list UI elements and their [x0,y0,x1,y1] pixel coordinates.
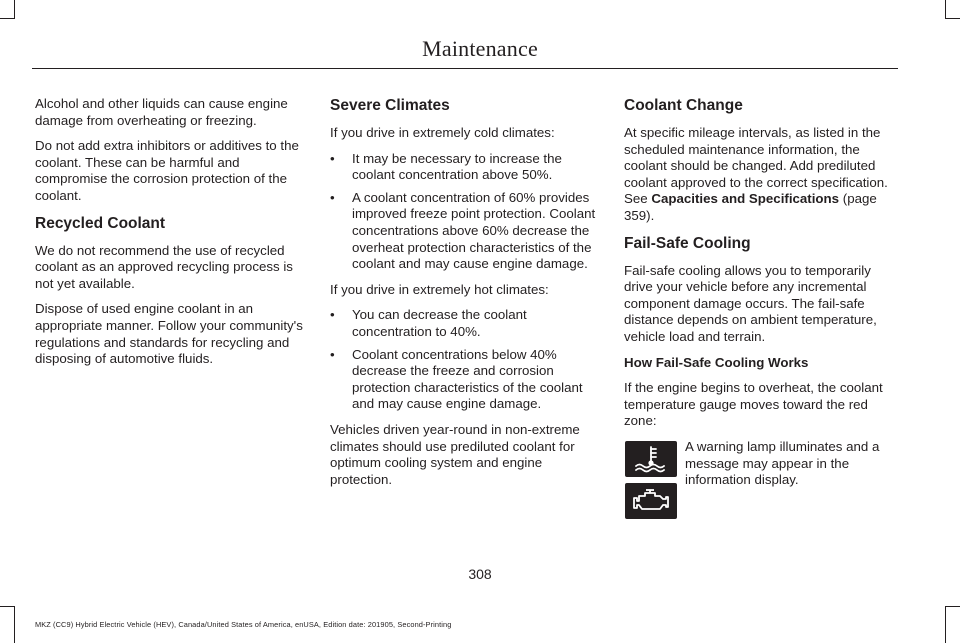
heading-coolant-change: Coolant Change [624,97,743,114]
paragraph-coolant-change [624,125,896,225]
paragraph-inhibitors: Do not add extra inhibitors or additives to the coolant. These can be harmful and compromise the corrosion protection of the coolant. [35,138,299,203]
warning-lamps-block [624,439,896,529]
cold-climates-intro: If you drive in extremely cold climates: [330,125,555,140]
hot-climates-intro: If you drive in extremely hot climates: [330,281,549,297]
list-item-text: You can decrease the coolant concentration to 40%. [352,307,527,339]
heading-fail-safe-cooling: Fail-Safe Cooling [624,234,751,252]
warning-lamp-description: A warning lamp illuminates and a message may appear in the information display. [685,438,880,488]
subheading-how-fail-safe-works: How Fail-Safe Cooling Works [624,354,809,370]
column-3 [624,96,896,529]
bullet-icon: • [330,346,335,362]
cold-climates-list [330,151,602,273]
heading-severe-climates: Severe Climates [330,97,450,114]
list-item-text: It may be necessary to increase the coolant concentration above 50%. [352,150,562,183]
hot-climates-list [330,307,602,413]
header-rule [32,68,898,69]
list-item [330,190,602,273]
column-1 [35,96,307,377]
crop-mark-bottom-right-horizontal [945,606,960,607]
paragraph-recycled: We do not recommend the use of recycled coolant as an approved recycling process is not yet available. [35,242,293,291]
heading-recycled-coolant: Recycled Coolant [35,214,166,232]
crop-mark-top-left-horizontal [0,18,15,19]
list-item [330,347,602,413]
bullet-icon: • [330,189,335,205]
list-item-text: Coolant concentrations below 40% decrease the freeze and corrosion protection characteristics of the coolant and may cause engine damage. [352,346,583,412]
coolant-temperature-warning-icon [625,441,677,477]
crop-mark-top-left-vertical [14,0,15,19]
bullet-icon: • [330,307,335,323]
check-engine-icon [625,483,677,519]
coolant-temperature-symbol [631,444,671,474]
list-item [330,307,602,340]
paragraph-fail-safe: Fail-safe cooling allows you to temporarily drive your vehicle before any incremental component damage occurs. The fail-safe distance depends on ambient temperature, vehicle load and terrain. [624,262,877,344]
paragraph-dispose: Dispose of used engine coolant in an appropriate manner. Follow your community's regulations and standards for recycling and disposing of automotive fluids. [35,301,303,367]
crop-mark-bottom-left-vertical [14,606,15,643]
crop-mark-top-right-horizontal [945,18,960,19]
crop-mark-top-right-vertical [945,0,946,19]
footer-edition-info: MKZ (CC9) Hybrid Electric Vehicle (HEV), Canada/United States of America, enUSA, Edition date: 201905, Second-Printing [35,620,452,629]
bullet-icon: • [330,150,335,166]
engine-symbol [630,487,672,515]
column-2 [330,96,602,497]
page-header-title: Maintenance [422,36,538,61]
capacities-specifications-link[interactable]: Capacities and Specifications [651,191,840,207]
paragraph-alcohol: Alcohol and other liquids can cause engine damage from overheating or freezing. [35,96,288,128]
paragraph-overheat: If the engine begins to overheat, the coolant temperature gauge moves toward the red zone: [624,380,883,429]
paragraph-year-round: Vehicles driven year-round in non-extreme climates should use prediluted coolant for optimum cooling system and engine protection. [330,421,580,487]
list-item [330,151,602,184]
page-number: 308 [468,566,492,582]
page-reference: (page 359). [624,191,877,223]
coolant-change-text: At specific mileage intervals, as listed in the scheduled maintenance information, the coolant should be changed. Add prediluted coolant approved to the correct specification. See [624,125,888,207]
crop-mark-bottom-right-vertical [945,606,946,643]
list-item-text: A coolant concentration of 60% provides improved freeze point protection. Coolant concentrations above 60% decrease the overheat protection characteristics of the coolant and may cause engine damage. [352,189,596,272]
crop-mark-bottom-left-horizontal [0,606,15,607]
